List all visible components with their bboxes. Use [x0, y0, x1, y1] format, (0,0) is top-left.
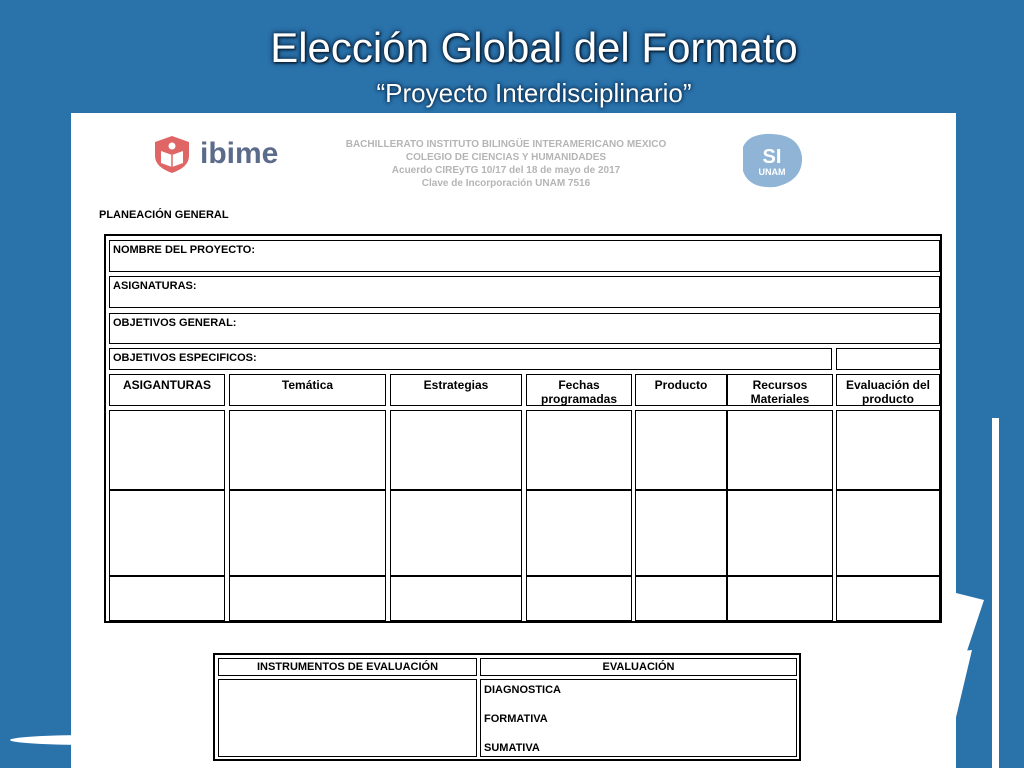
evaluation-header: EVALUACIÓN	[480, 658, 797, 676]
table-cell[interactable]	[390, 410, 522, 490]
si-logo-sub-text: UNAM	[758, 167, 786, 177]
column-header-product-evaluation: Evaluación del producto	[836, 374, 940, 406]
slide-title: Elección Global del Formato	[270, 24, 798, 71]
section-label: PLANEACIÓN GENERAL	[99, 209, 229, 221]
table-cell[interactable]	[390, 490, 522, 576]
evaluation-type-formative: FORMATIVA	[484, 713, 548, 725]
table-cell[interactable]	[109, 490, 225, 576]
si-logo-main-text: SI	[762, 146, 782, 168]
project-name-field[interactable]	[109, 240, 940, 272]
ibime-shield-icon	[152, 134, 192, 174]
ibime-logo	[152, 133, 278, 175]
planning-form	[104, 234, 942, 623]
column-header-topic: Temática	[229, 374, 386, 406]
table-cell[interactable]	[526, 576, 632, 621]
specific-objectives-field[interactable]	[109, 348, 832, 370]
institution-line: BACHILLERATO INSTITUTO BILINGÜE INTERAMERICANO MEXICO	[345, 139, 667, 150]
table-cell[interactable]	[526, 490, 632, 576]
table-cell[interactable]	[836, 410, 940, 490]
institution-line: Acuerdo CIREyTG 10/17 del 18 de mayo de 2017	[391, 165, 621, 176]
document-page	[71, 113, 956, 768]
table-cell[interactable]	[229, 410, 386, 490]
subjects-field[interactable]	[109, 276, 940, 308]
slide-subtitle: “Proyecto Interdisciplinario”	[376, 78, 692, 108]
subjects-label: ASIGNATURAS:	[113, 280, 197, 292]
project-name-label: NOMBRE DEL PROYECTO:	[113, 244, 255, 256]
table-cell[interactable]	[635, 490, 727, 576]
table-cell[interactable]	[727, 490, 833, 576]
specific-objectives-extra-field[interactable]	[836, 348, 940, 370]
general-objectives-field[interactable]	[109, 313, 940, 344]
evaluation-cell[interactable]	[480, 679, 797, 757]
evaluation-type-summative: SUMATIVA	[484, 742, 540, 754]
instruments-cell[interactable]	[218, 679, 477, 757]
instruments-header: INSTRUMENTOS DE EVALUACIÓN	[218, 658, 477, 676]
column-header-subjects: ASIGANTURAS	[109, 374, 225, 406]
general-objectives-label: OBJETIVOS GENERAL:	[113, 317, 237, 329]
table-cell[interactable]	[526, 410, 632, 490]
table-cell[interactable]	[109, 576, 225, 621]
column-header-product: Producto	[635, 374, 727, 406]
column-header-dates: Fechas programadas	[526, 374, 632, 406]
evaluation-table	[213, 653, 801, 761]
table-cell[interactable]	[390, 576, 522, 621]
table-cell[interactable]	[635, 410, 727, 490]
table-cell[interactable]	[229, 490, 386, 576]
table-cell[interactable]	[635, 576, 727, 621]
column-header-strategies: Estrategias	[390, 374, 522, 406]
institution-line: Clave de Incorporación UNAM 7516	[421, 178, 591, 189]
specific-objectives-label: OBJETIVOS ESPECIFICOS:	[113, 352, 257, 364]
institution-line: COLEGIO DE CIENCIAS Y HUMANIDADES	[405, 152, 607, 163]
table-cell[interactable]	[727, 576, 833, 621]
evaluation-type-diagnostic: DIAGNOSTICA	[484, 684, 561, 696]
table-cell[interactable]	[229, 576, 386, 621]
column-header-materials: Recursos Materiales	[727, 374, 833, 406]
table-cell[interactable]	[109, 410, 225, 490]
institution-header	[311, 138, 701, 190]
table-cell[interactable]	[836, 576, 940, 621]
table-cell[interactable]	[727, 410, 833, 490]
ibime-logo-text: ibime	[200, 137, 279, 170]
table-cell[interactable]	[836, 490, 940, 576]
si-unam-logo	[739, 131, 805, 189]
